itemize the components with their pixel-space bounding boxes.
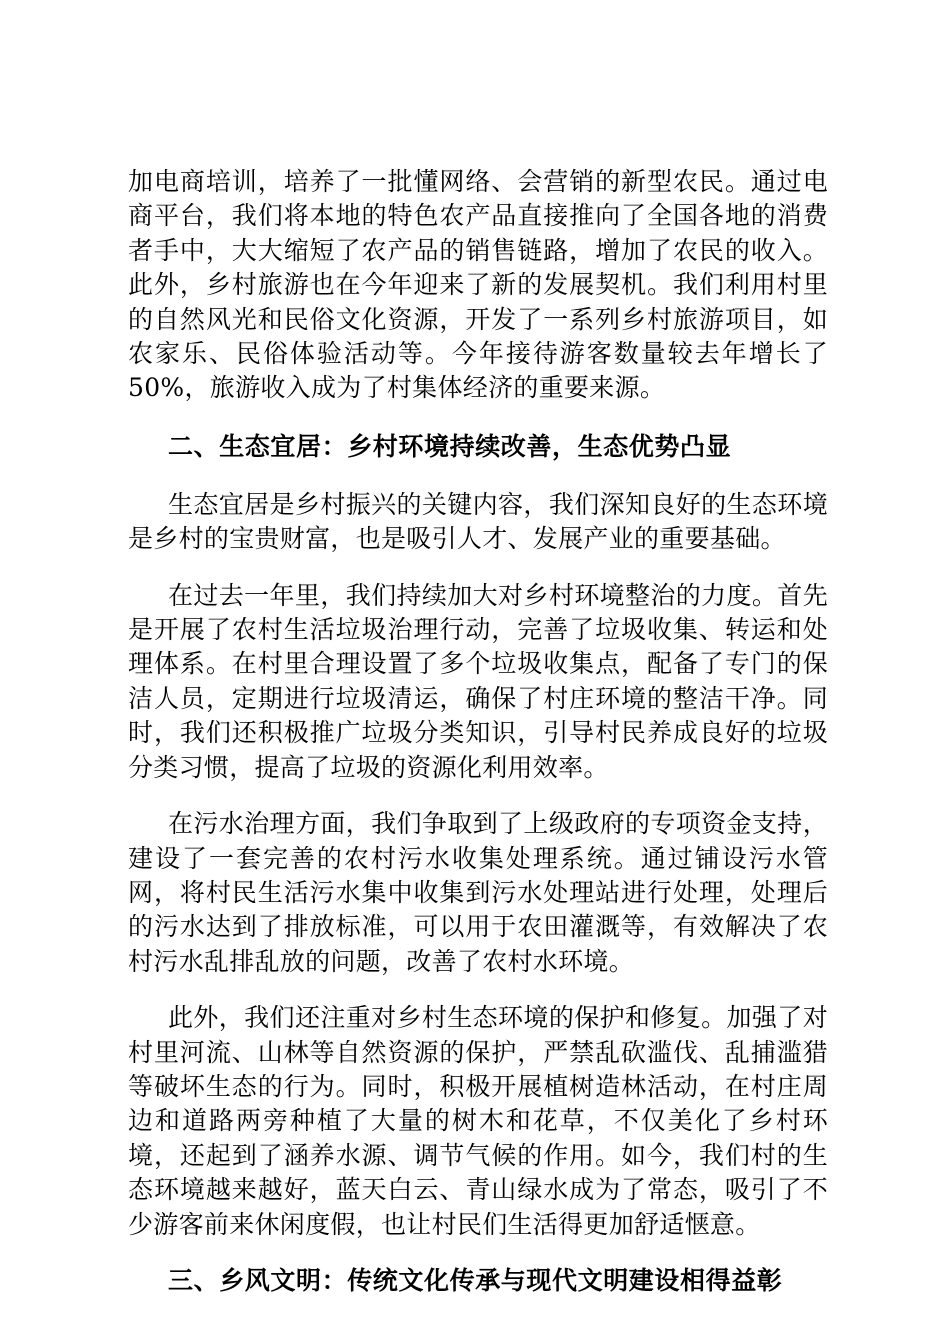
- section-two-paragraph-2: 在过去一年里，我们持续加大对乡村环境整治的力度。首先是开展了农村生活垃圾治理行动，完善了垃圾收集、转运和处理体系。在村里合理设置了多个垃圾收集点，配备了专门的保洁人员，定期进行垃圾清运，确保了村庄环境的整洁干净。同时，我们还积极推广垃圾分类知识，引导村民养成良好的垃圾分类习惯，提高了垃圾的资源化利用效率。: [128, 580, 828, 782]
- section-two-paragraph-1: 生态宜居是乡村振兴的关键内容，我们深知良好的生态环境是乡村的宝贵财富，也是吸引人才、发展产业的重要基础。: [128, 489, 828, 554]
- section-two-heading: 二、生态宜居：乡村环境持续改善，生态优势凸显: [168, 431, 732, 461]
- section-two-paragraph-4: 此外，我们还注重对乡村生态环境的保护和修复。加强了对村里河流、山林等自然资源的保护，严禁乱砍滥伐、乱捕滥猎等破坏生态的行为。同时，积极开展植树造林活动，在村庄周边和道路两旁种植了大量的树木和花草，不仅美化了乡村环境，还起到了涵养水源、调节气候的作用。如今，我们村的生态环境越来越好，蓝天白云、青山绿水成为了常态，吸引了不少游客前来休闲度假，也让村民们生活得更加舒适惬意。: [128, 1003, 828, 1239]
- continued-paragraph: 加电商培训，培养了一批懂网络、会营销的新型农民。通过电商平台，我们将本地的特色农产品直接推向了全国各地的消费者手中，大大缩短了农产品的销售链路，增加了农民的收入。此外，乡村旅游也在今年迎来了新的发展契机。我们利用村里的自然风光和民俗文化资源，开发了一系列乡村旅游项目，如农家乐、民俗体验活动等。今年接待游客数量较去年增长了50%，旅游收入成为了村集体经济的重要来源。: [128, 167, 828, 403]
- section-three-heading: 三、乡风文明：传统文化传承与现代文明建设相得益彰: [168, 1265, 783, 1295]
- section-two-paragraph-3: 在污水治理方面，我们争取到了上级政府的专项资金支持，建设了一套完善的农村污水收集处理系统。通过铺设污水管网，将村民生活污水集中收集到污水处理站进行处理，处理后的污水达到了排放标准，可以用于农田灌溉等，有效解决了农村污水乱排乱放的问题，改善了农村水环境。: [128, 809, 828, 976]
- document-page: [128, 165, 828, 1322]
